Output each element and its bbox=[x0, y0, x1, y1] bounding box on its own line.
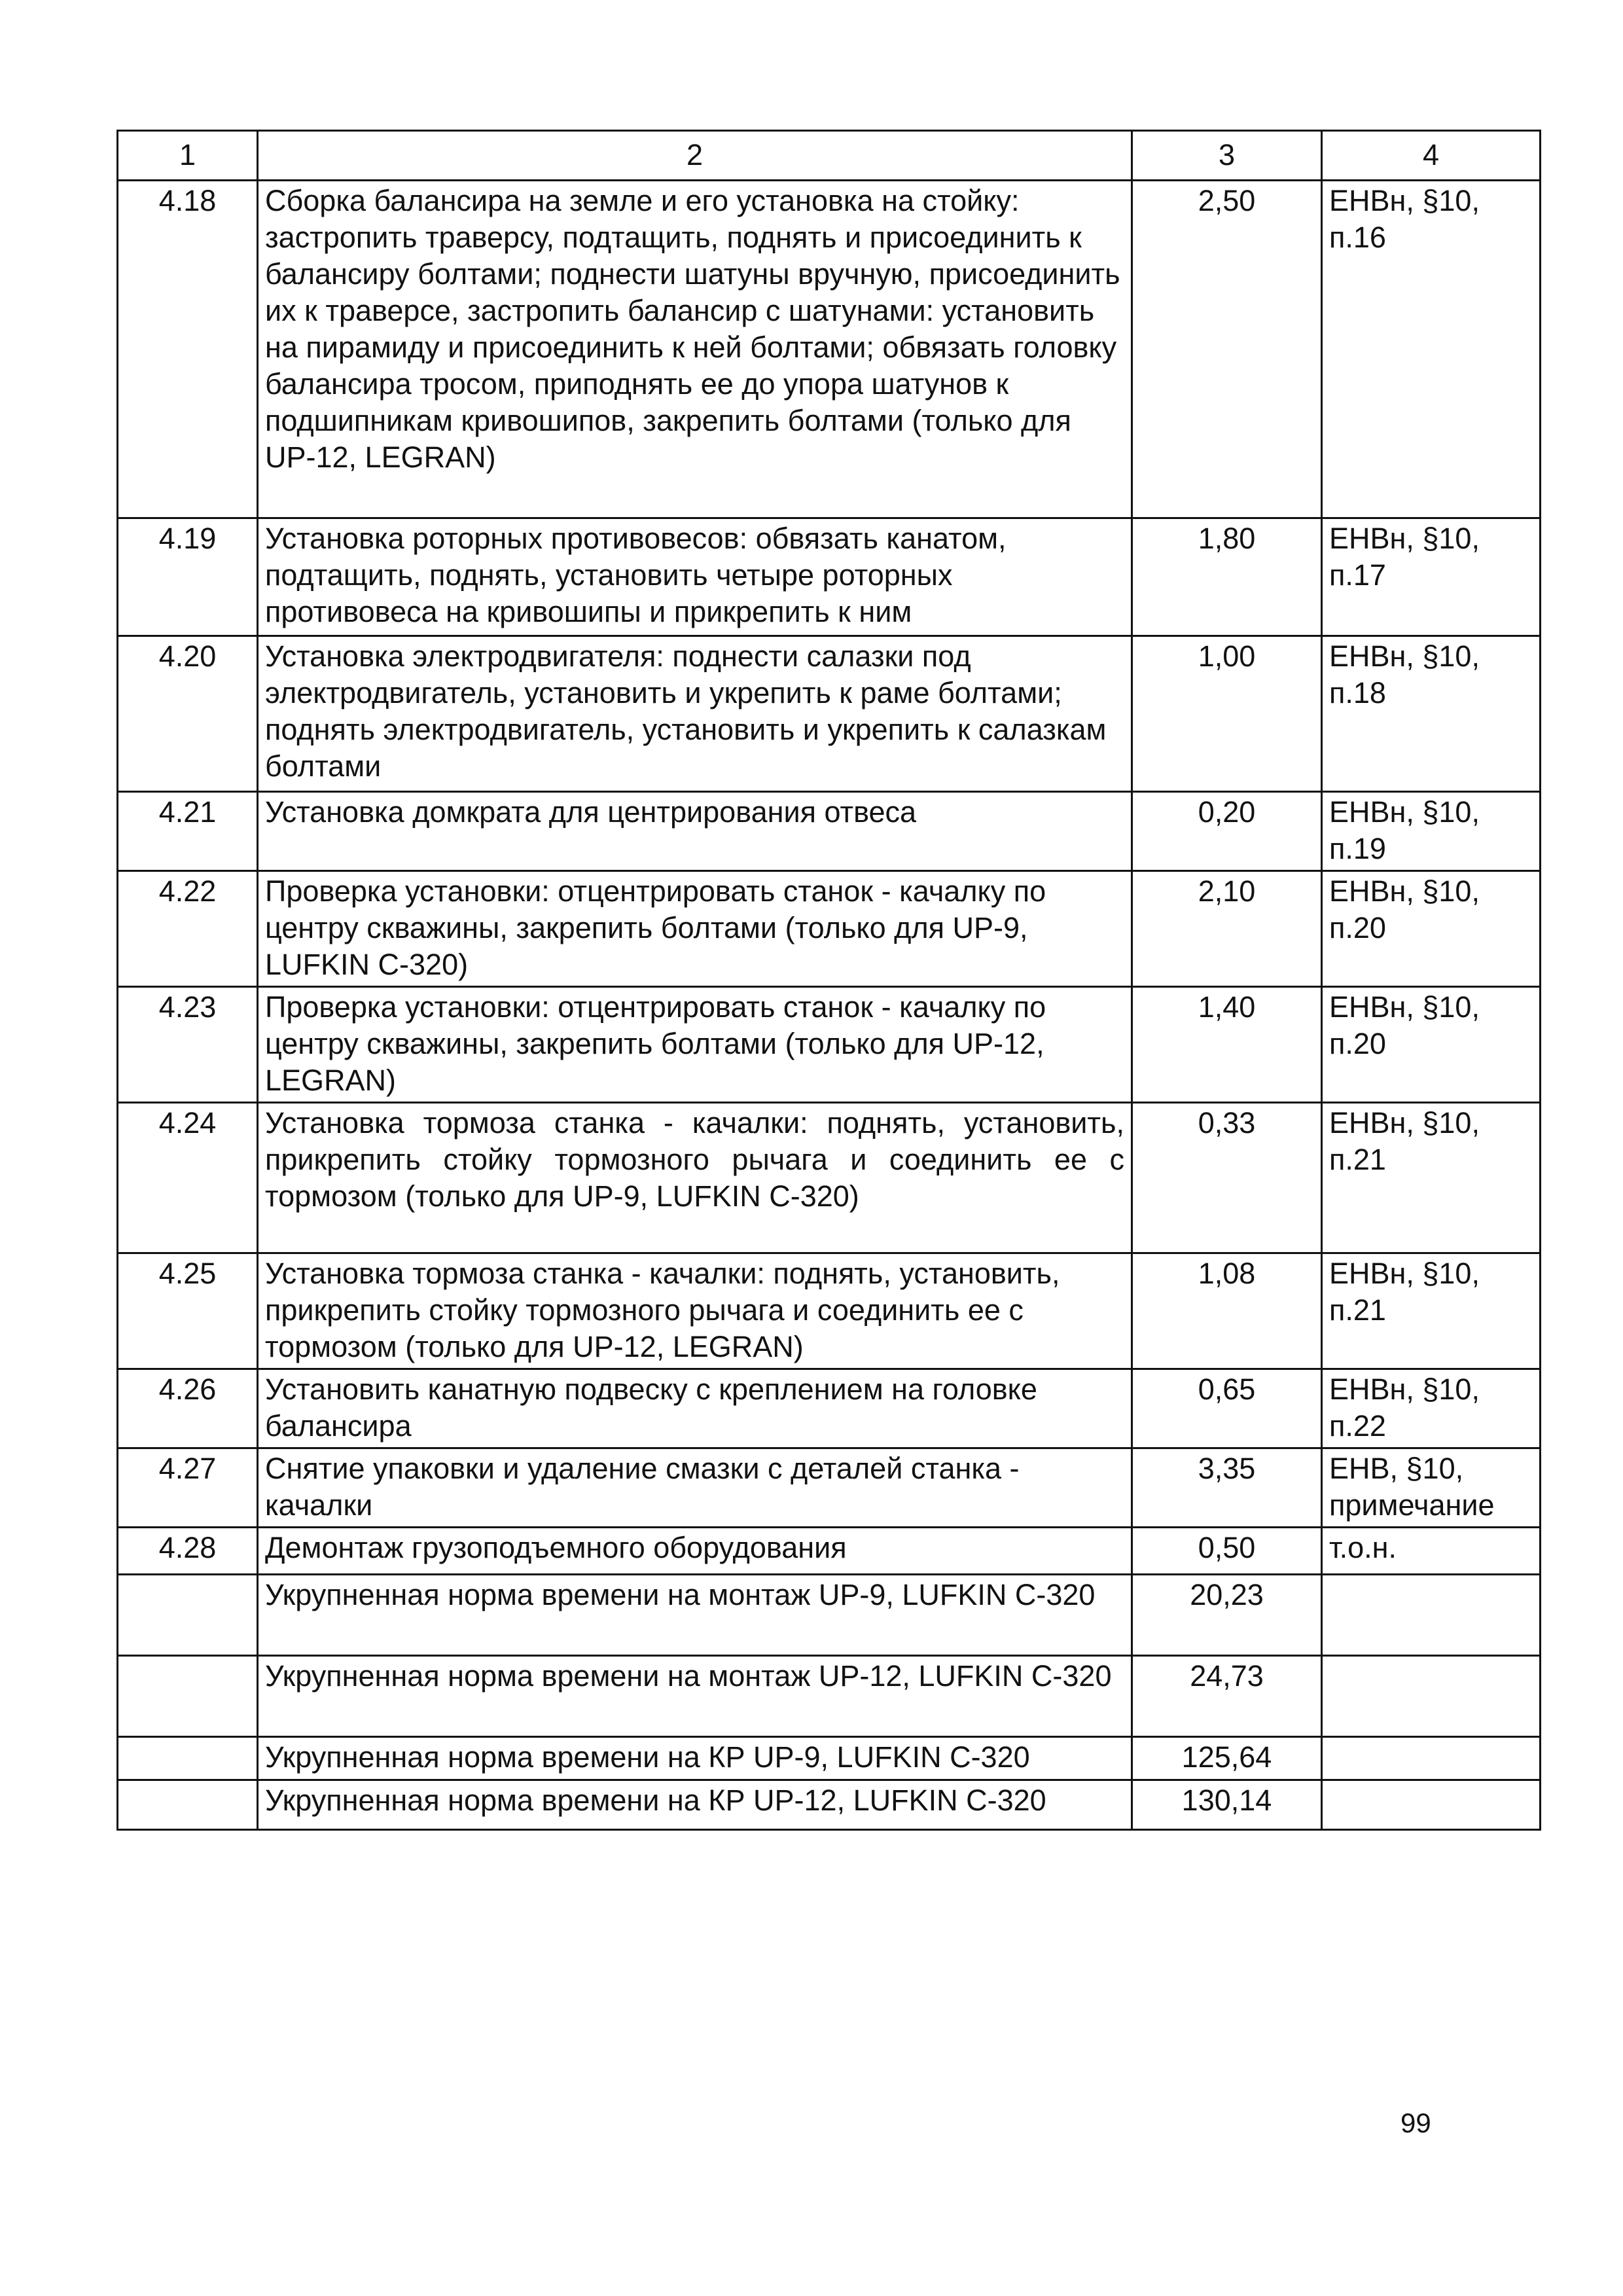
header-col-3: 3 bbox=[1132, 131, 1322, 181]
row-description: Установка роторных противовесов: обвязать канатом, подтащить, поднять, установить четыре роторных противовеса на кривошипы и прикрепить к ним bbox=[258, 518, 1132, 636]
table-row bbox=[118, 1103, 1541, 1253]
row-number: 4.25 bbox=[118, 1253, 258, 1369]
row-reference: ЕНВн, §10, п.17 bbox=[1322, 518, 1541, 636]
row-description: Установка тормоза станка - качалки: поднять, установить, прикрепить стойку тормозного рычага и соединить ее с тормозом (только для UP-12, LEGRAN) bbox=[258, 1253, 1132, 1369]
row-description: Установка домкрата для центрирования отвеса bbox=[258, 792, 1132, 871]
row-description: Укрупненная норма времени на КР UP-9, LUFKIN C-320 bbox=[258, 1737, 1132, 1780]
row-value: 1,80 bbox=[1132, 518, 1322, 636]
row-reference: ЕНВ, §10, примечание bbox=[1322, 1448, 1541, 1528]
table-row bbox=[118, 181, 1541, 518]
row-value: 2,50 bbox=[1132, 181, 1322, 518]
row-description: Установка тормоза станка - качалки: поднять, установить, прикрепить стойку тормозного рычага и соединить ее с тормозом (только для UP-9, LUFKIN C-320) bbox=[258, 1103, 1132, 1253]
row-number: 4.22 bbox=[118, 871, 258, 987]
row-reference: т.о.н. bbox=[1322, 1528, 1541, 1575]
row-description: Установить канатную подвеску с креплением на головке балансира bbox=[258, 1369, 1132, 1448]
row-reference bbox=[1322, 1656, 1541, 1737]
row-number: 4.20 bbox=[118, 636, 258, 792]
row-number: 4.24 bbox=[118, 1103, 258, 1253]
row-value: 0,20 bbox=[1132, 792, 1322, 871]
row-reference: ЕНВн, §10, п.22 bbox=[1322, 1369, 1541, 1448]
norm-table bbox=[116, 130, 1541, 1831]
row-number bbox=[118, 1656, 258, 1737]
row-value: 1,00 bbox=[1132, 636, 1322, 792]
header-col-1: 1 bbox=[118, 131, 258, 181]
row-reference: ЕНВн, §10, п.21 bbox=[1322, 1103, 1541, 1253]
table-row bbox=[118, 1369, 1541, 1448]
row-value: 1,08 bbox=[1132, 1253, 1322, 1369]
row-description: Сборка балансира на земле и его установка на стойку: застропить траверсу, подтащить, поднять и присоединить к балансиру болтами; поднести шатуны вручную, присоединить их к траверсе, застропить балансир с шатунами: установить на пирамиду и присоединить к ней болтами; обвязать головку балансира тросом, приподнять ее до упора шатунов к подшипникам кривошипов, закрепить болтами (только для UP-12, LEGRAN) bbox=[258, 181, 1132, 518]
header-col-2: 2 bbox=[258, 131, 1132, 181]
row-number: 4.18 bbox=[118, 181, 258, 518]
row-number bbox=[118, 1575, 258, 1656]
row-number bbox=[118, 1780, 258, 1830]
row-number: 4.19 bbox=[118, 518, 258, 636]
row-value: 3,35 bbox=[1132, 1448, 1322, 1528]
row-number: 4.23 bbox=[118, 987, 258, 1103]
row-value: 125,64 bbox=[1132, 1737, 1322, 1780]
page-number: 99 bbox=[1400, 2108, 1431, 2138]
table-row bbox=[118, 518, 1541, 636]
table-row bbox=[118, 1448, 1541, 1528]
row-description: Проверка установки: отцентрировать станок - качалку по центру скважины, закрепить болтами (только для UP-9, LUFKIN C-320) bbox=[258, 871, 1132, 987]
table-row bbox=[118, 1528, 1541, 1575]
table-header-row bbox=[118, 131, 1541, 181]
table-row bbox=[118, 1253, 1541, 1369]
row-description: Укрупненная норма времени на КР UP-12, LUFKIN C-320 bbox=[258, 1780, 1132, 1830]
table-row bbox=[118, 1780, 1541, 1830]
row-reference: ЕНВн, §10, п.16 bbox=[1322, 181, 1541, 518]
row-reference: ЕНВн, §10, п.20 bbox=[1322, 987, 1541, 1103]
row-value: 130,14 bbox=[1132, 1780, 1322, 1830]
table-row bbox=[118, 871, 1541, 987]
row-reference: ЕНВн, §10, п.21 bbox=[1322, 1253, 1541, 1369]
row-reference bbox=[1322, 1737, 1541, 1780]
row-description: Укрупненная норма времени на монтаж UP-9, LUFKIN C-320 bbox=[258, 1575, 1132, 1656]
table-row bbox=[118, 636, 1541, 792]
row-value: 20,23 bbox=[1132, 1575, 1322, 1656]
row-value: 24,73 bbox=[1132, 1656, 1322, 1737]
table-row bbox=[118, 1737, 1541, 1780]
row-number: 4.26 bbox=[118, 1369, 258, 1448]
row-reference bbox=[1322, 1780, 1541, 1830]
table-row bbox=[118, 792, 1541, 871]
row-value: 2,10 bbox=[1132, 871, 1322, 987]
row-description: Демонтаж грузоподъемного оборудования bbox=[258, 1528, 1132, 1575]
header-col-4: 4 bbox=[1322, 131, 1541, 181]
row-description: Укрупненная норма времени на монтаж UP-12, LUFKIN C-320 bbox=[258, 1656, 1132, 1737]
row-reference: ЕНВн, §10, п.19 bbox=[1322, 792, 1541, 871]
row-value: 0,33 bbox=[1132, 1103, 1322, 1253]
row-number: 4.21 bbox=[118, 792, 258, 871]
row-number: 4.27 bbox=[118, 1448, 258, 1528]
row-number bbox=[118, 1737, 258, 1780]
row-description: Установка электродвигателя: поднести салазки под электродвигатель, установить и укрепить к раме болтами; поднять электродвигатель, установить и укрепить к салазкам болтами bbox=[258, 636, 1132, 792]
row-reference: ЕНВн, §10, п.20 bbox=[1322, 871, 1541, 987]
row-value: 0,65 bbox=[1132, 1369, 1322, 1448]
row-value: 1,40 bbox=[1132, 987, 1322, 1103]
row-reference: ЕНВн, §10, п.18 bbox=[1322, 636, 1541, 792]
table-row bbox=[118, 987, 1541, 1103]
row-reference bbox=[1322, 1575, 1541, 1656]
table-row bbox=[118, 1656, 1541, 1737]
table-row bbox=[118, 1575, 1541, 1656]
row-description: Проверка установки: отцентрировать станок - качалку по центру скважины, закрепить болтами (только для UP-12, LEGRAN) bbox=[258, 987, 1132, 1103]
row-value: 0,50 bbox=[1132, 1528, 1322, 1575]
row-description: Снятие упаковки и удаление смазки с деталей станка - качалки bbox=[258, 1448, 1132, 1528]
row-number: 4.28 bbox=[118, 1528, 258, 1575]
